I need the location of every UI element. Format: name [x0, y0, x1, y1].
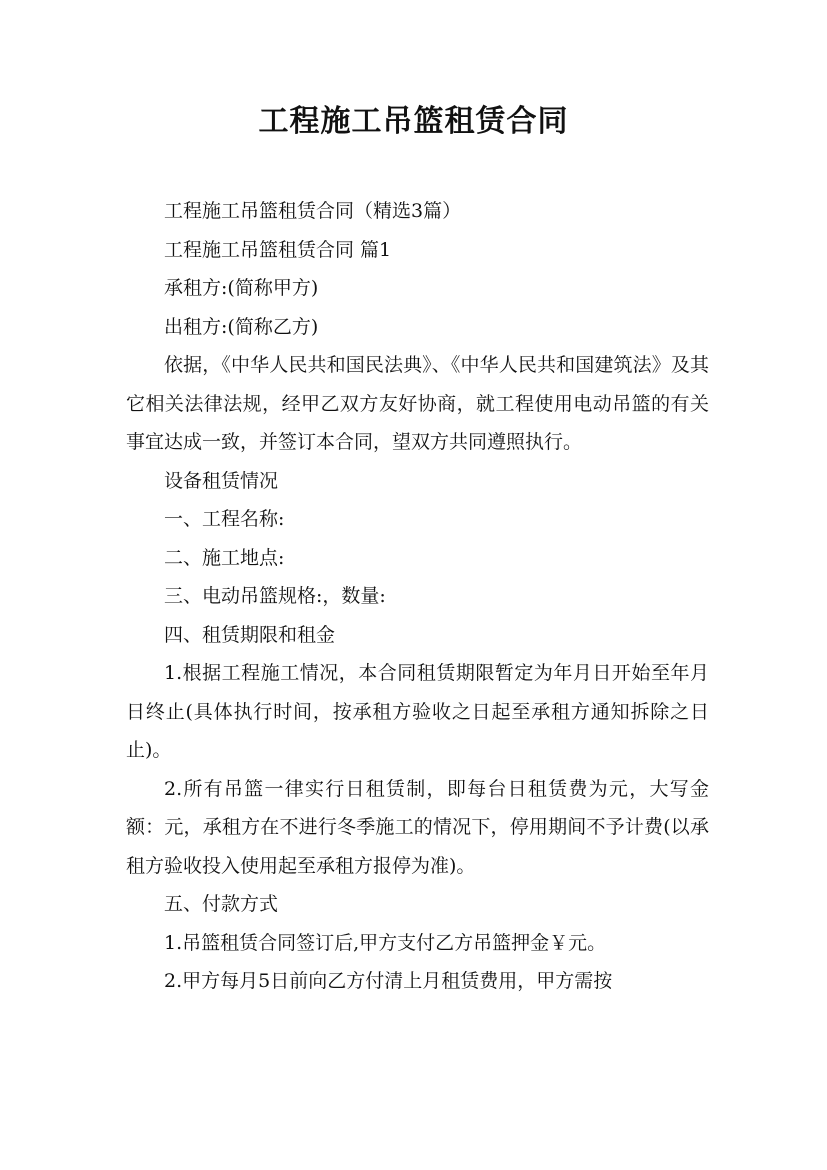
paragraph: 三、电动吊篮规格:，数量: — [164, 585, 386, 607]
paragraph: 工程施工吊篮租赁合同 篇1 — [164, 238, 392, 261]
paragraph: 1.吊篮租赁合同签订后,甲方支付乙方吊篮押金￥元。 — [164, 931, 607, 954]
paragraph: 五、付款方式 — [164, 893, 279, 915]
paragraph: 一、工程名称: — [164, 508, 285, 530]
paragraph: 依据，《中华人民共和国民法典》、《中华人民共和国建筑法》及其它相关法律法规，经甲乙双方友好协商，就工程使用电动吊篮的有关事宜达成一致，并签订本合同，望双方共同遵照执行。 — [126, 354, 709, 453]
paragraph: 2.所有吊篮一律实行日租赁制，即每台日租赁费为元，大写金额：元，承租方在不进行冬季施工的情况下，停用期间不予计费(以承租方验收投入使用起至承租方报停为准)。 — [126, 777, 709, 877]
paragraph: 1.根据工程施工情况，本合同租赁期限暂定为年月日开始至年月日终止(具体执行时间，按承租方验收之日起至承租方通知拆除之日止)。 — [126, 662, 709, 761]
paragraph: 设备租赁情况 — [164, 469, 279, 492]
paragraph: 承租方:(简称甲方) — [164, 277, 319, 299]
document-title: 工程施工吊篮租赁合同 — [258, 104, 569, 139]
paragraph: 四、租赁期限和租金 — [164, 623, 336, 646]
paragraph: 出租方:(简称乙方) — [164, 315, 319, 338]
paragraph: 2.甲方每月5日前向乙方付清上月租赁费用，甲方需按 — [164, 970, 613, 992]
paragraph: 工程施工吊篮租赁合同（精选3篇） — [164, 200, 462, 222]
paragraph: 二、施工地点: — [164, 546, 285, 569]
document-body — [126, 192, 709, 1001]
